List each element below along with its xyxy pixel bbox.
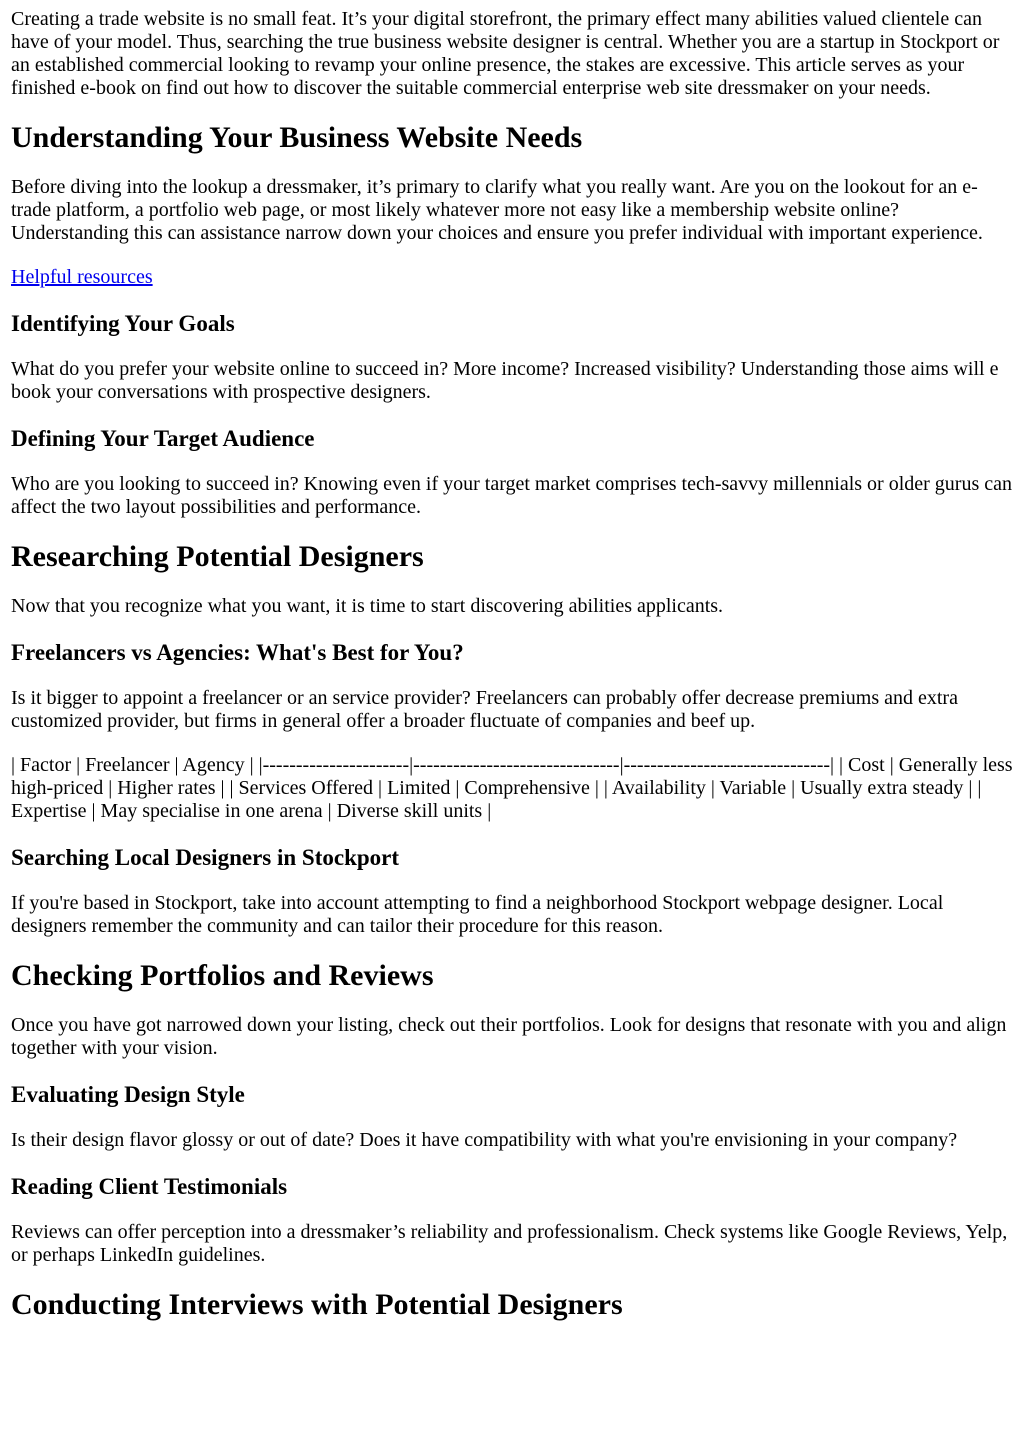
heading-portfolios-reviews: Checking Portfolios and Reviews xyxy=(11,959,434,992)
heading-understanding-needs: Understanding Your Business Website Needs xyxy=(11,121,583,154)
heading-identifying-goals: Identifying Your Goals xyxy=(11,311,235,336)
heading-conducting-interviews: Conducting Interviews with Potential Designers xyxy=(11,1288,623,1321)
design-style-paragraph: Is their design flavor glossy or out of date? Does it have compatibility with what you're envisioning in your company? xyxy=(11,1129,958,1151)
heading-freelancers-vs-agencies: Freelancers vs Agencies: What's Best for You? xyxy=(11,640,464,665)
heading-client-testimonials: Reading Client Testimonials xyxy=(11,1174,288,1199)
identifying-goals-paragraph: What do you prefer your website online to succeed in? More income? Increased visibility? Understanding those aims will e book your conversations with prospective designers. xyxy=(11,358,999,403)
heading-target-audience: Defining Your Target Audience xyxy=(11,426,315,451)
helpful-resources-container xyxy=(11,266,1013,289)
comparison-table-text: | Factor | Freelancer | Agency | |----------------------|-------------------------------|-------------------------------| | Cost | Generally less high-priced | Higher rates | | Services Offered | Limited | Comprehensive | | Availability | Variable | Usually extra steady | | Expertise | May specialise in one arena | Diverse skill units | xyxy=(11,754,1013,822)
heading-local-designers: Searching Local Designers in Stockport xyxy=(11,845,400,870)
heading-researching-designers: Researching Potential Designers xyxy=(11,540,424,573)
researching-designers-paragraph: Now that you recognize what you want, it is time to start discovering abilities applicants. xyxy=(11,595,724,617)
portfolios-reviews-paragraph: Once you have got narrowed down your listing, check out their portfolios. Look for designs that resonate with you and align together with your vision. xyxy=(11,1014,1007,1059)
understanding-needs-paragraph: Before diving into the lookup a dressmaker, it’s primary to clarify what you really want. Are you on the lookout for an e-trade platform, a portfolio web page, or most likely whatever more not easy like a membership website online? Understanding this can assistance narrow down your choices and ensure you prefer individual with important experience. xyxy=(11,176,983,244)
helpful-resources-link[interactable]: Helpful resources xyxy=(11,266,153,288)
freelancers-vs-agencies-paragraph: Is it bigger to appoint a freelancer or an service provider? Freelancers can probably offer decrease premiums and extra customized provider, but firms in general offer a broader fluctuate of companies and beef up. xyxy=(11,687,958,732)
heading-design-style: Evaluating Design Style xyxy=(11,1082,245,1107)
intro-paragraph: Creating a trade website is no small feat. It’s your digital storefront, the primary effect many abilities valued clientele can have of your model. Thus, searching the true business website designer is central. Whether you are a startup in Stockport or an established commercial looking to revamp your online presence, the stakes are excessive. This article serves as your finished e-book on find out how to discover the suitable commercial enterprise web site dressmaker on your needs. xyxy=(11,8,1000,99)
client-testimonials-paragraph: Reviews can offer perception into a dressmaker’s reliability and professionalism. Check systems like Google Reviews, Yelp, or perhaps LinkedIn guidelines. xyxy=(11,1221,1008,1266)
target-audience-paragraph: Who are you looking to succeed in? Knowing even if your target market comprises tech-savvy millennials or older gurus can affect the two layout possibilities and performance. xyxy=(11,473,1013,518)
local-designers-paragraph: If you're based in Stockport, take into account attempting to find a neighborhood Stockport webpage designer. Local designers remember the community and can tailor their procedure for this reason. xyxy=(11,892,944,937)
